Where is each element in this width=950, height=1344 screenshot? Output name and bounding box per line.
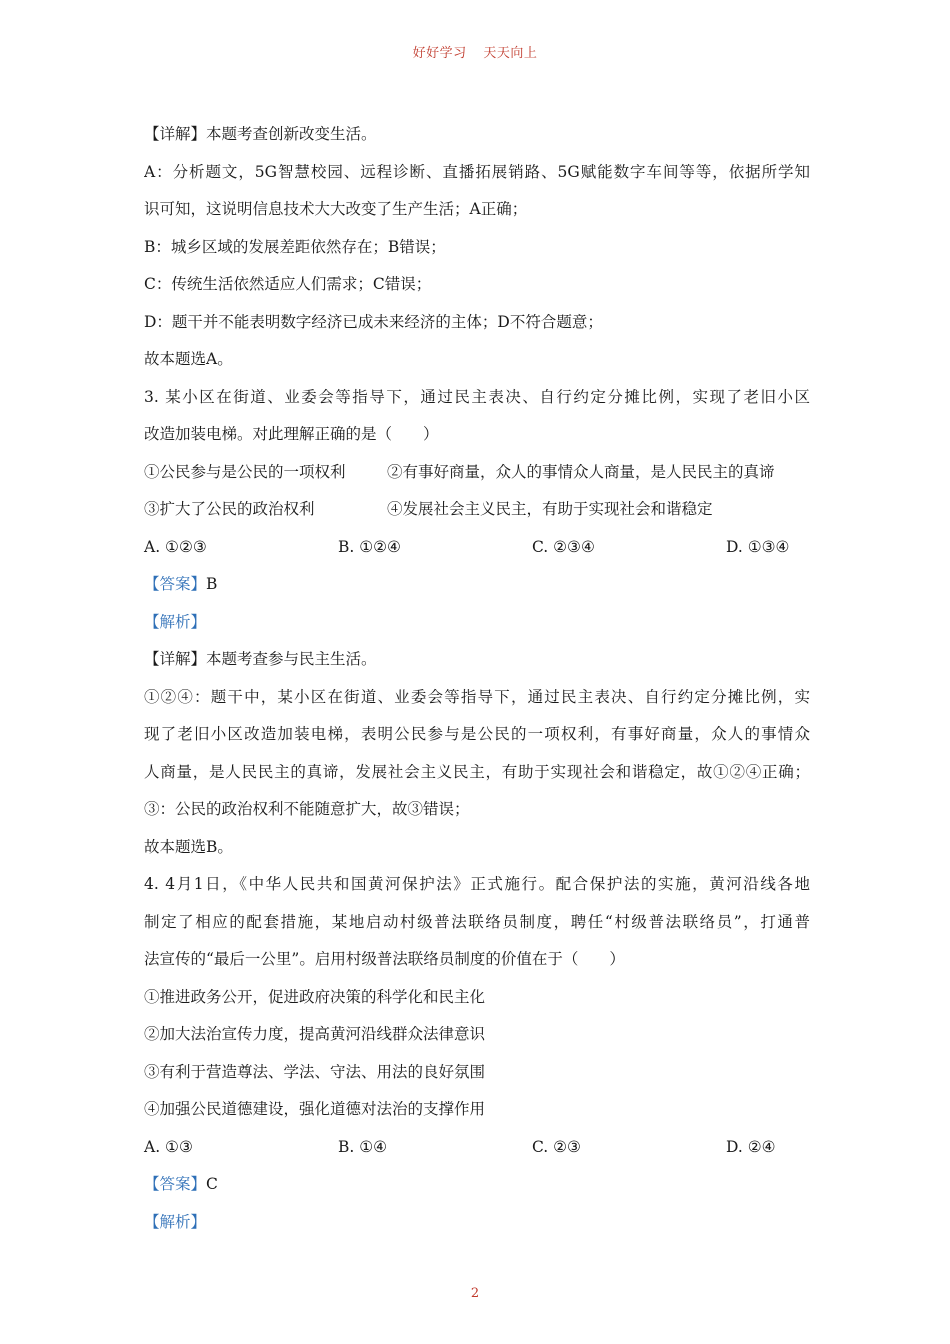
- page-number: 2: [470, 1286, 480, 1301]
- q4-option-d: D. ②④: [726, 1137, 776, 1156]
- analysis-label-2: 【解析】: [144, 1212, 207, 1231]
- question-4-line-2: 制定了相应的配套措施，某地启动村级普法联络员制度，聘任“村级普法联络员”，打通普: [144, 912, 810, 931]
- option-c: C. ②③④: [532, 537, 595, 556]
- answer-line-2: [144, 1166, 810, 1204]
- explanation-line-2: 现了老旧小区改造加装电梯，表明公民参与是公民的一项权利，有事好商量，众人的事情众: [144, 725, 810, 743]
- option-a: A. ①②③: [144, 537, 207, 556]
- detail-text-2: 本题考查参与民主生活。: [206, 650, 377, 668]
- detail-label: 【详解】: [144, 125, 207, 143]
- question-4-line-3: 法宣传的“最后一公里”。启用村级普法联络员制度的价值在于（ ）: [144, 950, 625, 968]
- option-d: D. ①③④: [726, 537, 790, 556]
- question-3-statements-row-2: [144, 491, 810, 529]
- question-3-line-2: 改造加装电梯。对此理解正确的是（ ）: [144, 425, 439, 443]
- explanation-d: D：题干并不能表明数字经济已成未来经济的主体；D不符合题意；: [144, 312, 603, 331]
- q4-statement-1: ①推进政务公开，促进政府决策的科学化和民主化: [144, 987, 486, 1006]
- explanation-a-line-1: A：分析题文，5G智慧校园、远程诊断、直播拓展销路、5G赋能数字车间等等，依据所学知: [144, 162, 810, 181]
- statement-2: ②有事好商量，众人的事情众人商量，是人民民主的真谛: [387, 462, 775, 481]
- analysis-line-2: [144, 1204, 810, 1242]
- statement-3: ③扩大了公民的政治权利: [144, 500, 315, 518]
- explanation-line-3: 人商量，是人民民主的真谛，发展社会主义民主，有助于实现社会和谐稳定，故①②④正确；: [144, 762, 810, 781]
- question-4-line-1: 4. 4月1日，《中华人民共和国黄河保护法》正式施行。配合保护法的实施，黄河沿线各地: [144, 875, 810, 893]
- page-header: [0, 42, 950, 61]
- statement-4: ④发展社会主义民主，有助于实现社会和谐稳定: [387, 500, 713, 518]
- header-motto-left: 好好学习: [412, 46, 467, 61]
- explanation-b: B：城乡区域的发展差距依然存在；B错误；: [144, 237, 446, 256]
- q4-option-c: C. ②③: [532, 1137, 581, 1156]
- question-3-options: [144, 529, 810, 567]
- answer-line: [144, 566, 810, 604]
- statement-1: ①公民参与是公民的一项权利: [144, 462, 346, 481]
- analysis-line: [144, 604, 810, 642]
- q4-statement-3: ③有利于营造尊法、学法、守法、用法的良好氛围: [144, 1062, 486, 1081]
- option-b: B. ①②④: [338, 537, 401, 556]
- explanation-line-4: ③：公民的政治权利不能随意扩大，故③错误；: [144, 800, 470, 818]
- q4-option-b: B. ①④: [338, 1137, 388, 1156]
- answer-value-2: C: [206, 1175, 218, 1193]
- question-3-line-1: 3. 某小区在街道、业委会等指导下，通过民主表决、自行约定分摊比例，实现了老旧小区: [144, 387, 810, 406]
- explanation-line-1: ①②④：题干中，某小区在街道、业委会等指导下，通过民主表决、自行约定分摊比例，实: [144, 687, 810, 706]
- detail-heading: [144, 116, 810, 154]
- document-body: [144, 116, 810, 1241]
- explanation-c: C：传统生活依然适应人们需求；C错误；: [144, 275, 432, 293]
- conclusion: 故本题选A。: [144, 350, 233, 368]
- answer-label: 【答案】: [144, 575, 207, 593]
- detail-text: 本题考查创新改变生活。: [206, 125, 377, 143]
- question-4-options: [144, 1129, 810, 1167]
- header-motto-right: 天天向上: [483, 46, 538, 61]
- q4-option-a: A. ①③: [144, 1137, 193, 1156]
- answer-label-2: 【答案】: [144, 1175, 207, 1193]
- explanation-a-line-2: 识可知，这说明信息技术大大改变了生产生活；A正确；: [144, 200, 528, 218]
- conclusion-2: 故本题选B。: [144, 837, 233, 856]
- answer-value: B: [206, 575, 218, 593]
- detail-heading-2: [144, 641, 810, 679]
- detail-label-2: 【详解】: [144, 650, 207, 668]
- question-3-statements-row-1: [144, 454, 810, 492]
- analysis-label: 【解析】: [144, 612, 207, 631]
- q4-statement-2: ②加大法治宣传力度，提高黄河沿线群众法律意识: [144, 1025, 486, 1043]
- q4-statement-4: ④加强公民道德建设，强化道德对法治的支撑作用: [144, 1100, 486, 1118]
